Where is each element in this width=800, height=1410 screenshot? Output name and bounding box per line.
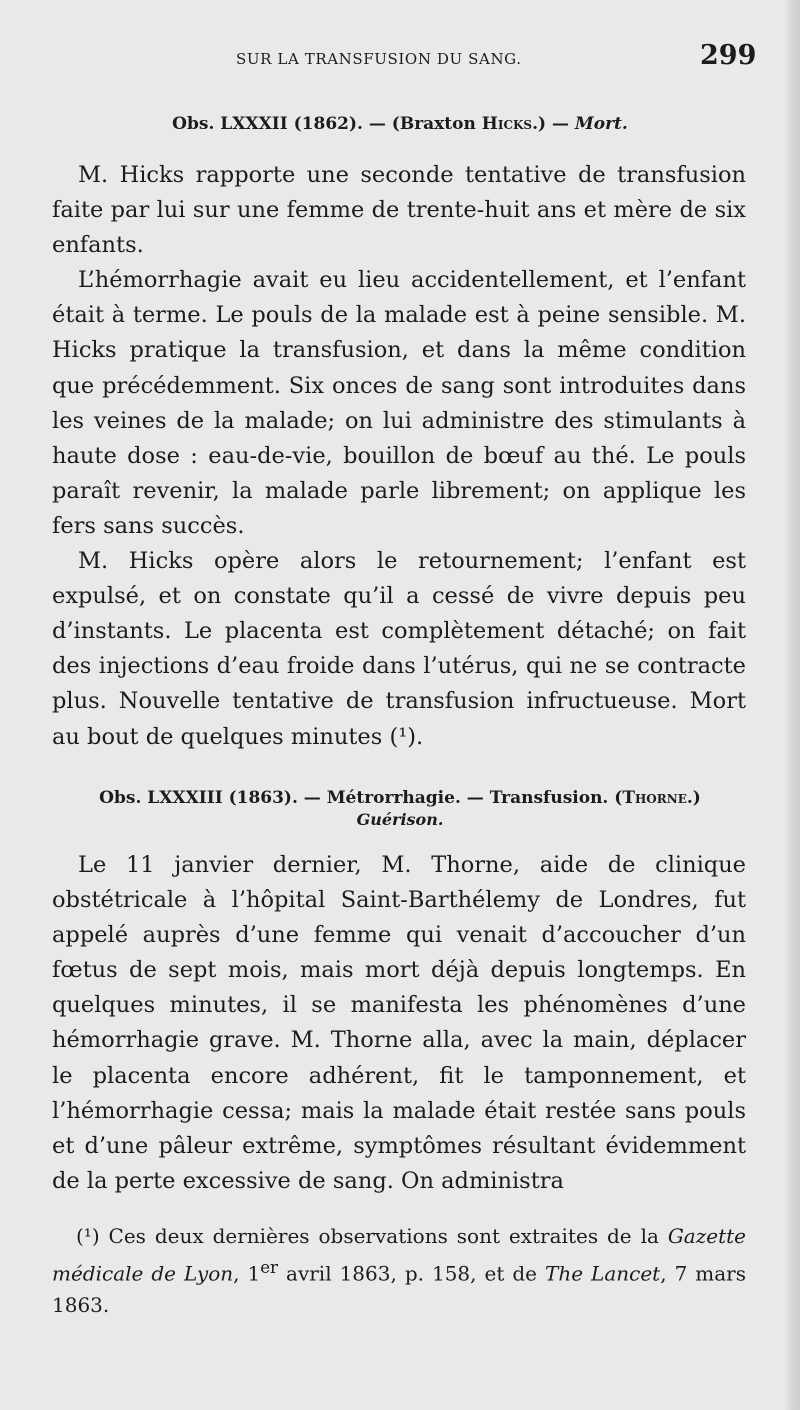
running-title: SUR LA TRANSFUSION DU SANG.	[236, 50, 522, 68]
paragraph: Le 11 janvier dernier, M. Thorne, aide de clinique obstétricale à l’hôpital Saint-Barthélemy de Londres, fut appelé auprès d’une femme qui venait d’accoucher d’un fœtus de sept mois, mais mort déjà depuis longtemps. En quelques minutes, il se manifesta les phénomènes d’une hémorrhagie grave. M. Thorne alla, avec la main, déplacer le placenta encore adhérent, fit le tamponnement, et l’hémorrhagie cessa; mais la malade était restée sans pouls et d’une pâleur extrême, symptômes résultant évidemment de la perte excessive de sang. On administra	[52, 852, 746, 1194]
footnote-marker: (¹)	[76, 1224, 100, 1248]
footnote: (¹) Ces deux dernières observations sont extraites de la Gazette médicale de Lyon, 1er avril 1863, p. 158, et de The Lancet, 7 mars 1863.	[52, 1224, 746, 1317]
page-edge-shadow	[784, 0, 800, 1410]
observation-83-text	[52, 848, 746, 1199]
journal-title: Gazette médicale de Lyon	[52, 1224, 746, 1286]
observation-heading-83: Obs. LXXXIII (1863). — Métrorrhagie. — Transfusion. (Thorne.)	[99, 788, 701, 808]
observation-82-text	[52, 158, 746, 755]
outcome-label: Mort.	[574, 114, 628, 134]
observation-heading-82: Obs. LXXXII (1862). — (Braxton Hicks.) — Mort.	[172, 114, 628, 134]
paragraph: M. Hicks opère alors le retournement; l’enfant est expulsé, et on constate qu’il a cessé de vivre depuis peu d’instants. Le placenta est complètement détaché; on fait des injections d’eau froide dans l’utérus, qui ne se contracte plus. Nouvelle tentative de transfusion infructueuse. Mort au bout de quelques minutes (¹).	[52, 548, 746, 750]
page-number: 299	[700, 40, 757, 71]
author-name: Hicks	[481, 114, 533, 134]
journal-title: The Lancet	[545, 1261, 661, 1286]
outcome-label: Guérison.	[356, 810, 444, 829]
author-name: Thorne	[622, 788, 687, 808]
observation-outcome-83	[0, 810, 800, 829]
ordinal-superscript: er	[260, 1258, 279, 1277]
paragraph: L’hémorrhagie avait eu lieu accidentellement, et l’enfant était à terme. Le pouls de la malade est à peine sensible. M. Hicks pratique la transfusion, et dans la même condition que précédemment. Six onces de sang sont introduites dans les veines de la malade; on lui administre des stimulants à haute dose : eau-de-vie, bouillon de bœuf au thé. Le pouls paraît revenir, la malade parle librement; on applique les fers sans succès.	[52, 267, 746, 539]
paragraph: M. Hicks rapporte une seconde tentative de transfusion faite par lui sur une femme de trente-huit ans et mère de six enfants.	[52, 162, 746, 259]
running-head	[0, 40, 800, 74]
